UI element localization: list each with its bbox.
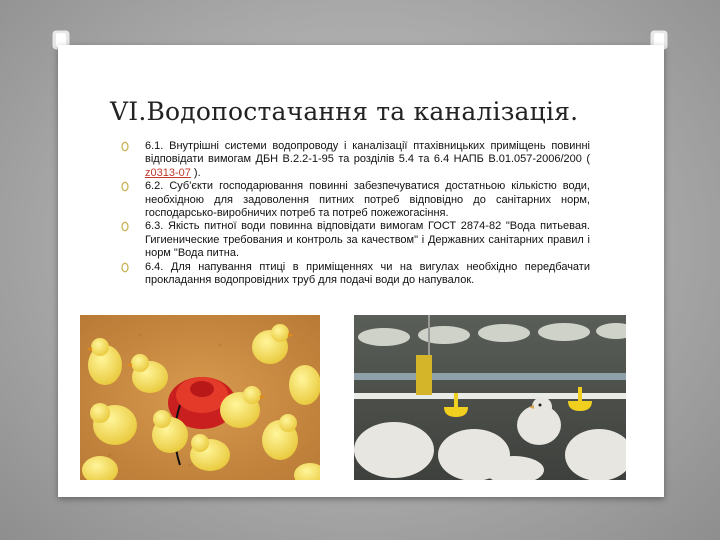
slide <box>58 45 664 497</box>
slide-title: VI.Водопостачання та каналізація. <box>110 97 579 126</box>
bullet-text: 6.1. Внутрішні системи водопроводу і каналізації птахівницьких приміщень повинні відповідати вимогам ДБН В.2.2-1-95 та розділів 5.4 та 6.4 НАПБ В.01.057-2006/200 ( <box>145 140 590 166</box>
bullet-item <box>120 140 590 180</box>
bullet-mark-icon <box>120 181 130 192</box>
poultry-water-line-photo <box>354 315 626 480</box>
bullet-item <box>120 180 590 220</box>
regulation-link[interactable]: z0313-07 <box>145 166 191 179</box>
bullet-item <box>120 220 590 260</box>
bullet-mark-icon <box>120 262 130 273</box>
bullet-mark-icon <box>120 221 130 232</box>
bullet-list <box>120 140 590 287</box>
bullet-text-tail: ). <box>190 166 201 179</box>
bullet-item <box>120 261 590 288</box>
bullet-text: 6.3. Якість питної води повинна відповідати вимогам ГОСТ 2874-82 "Вода питьевая. Гигиенические требования и контроль за качеством" і Державних санітарних правил і норм "Вода питна. <box>145 220 590 260</box>
chicks-drinker-photo <box>80 315 320 480</box>
bullet-mark-icon <box>120 141 130 152</box>
bullet-text: 6.4. Для напування птиці в приміщеннях чи на вигулах необхідно передбачати прокладання водопровідних труб для подачі води до напувалок. <box>145 260 590 287</box>
bullet-text: 6.2. Суб'єкти господарювання повинні забезпечуватися достатньою кількістю води, необхідною для задоволення питних потреб відповідно до санітарних норм, господарсько-виробничих потреб та потреб пожежогасіння. <box>145 180 590 220</box>
